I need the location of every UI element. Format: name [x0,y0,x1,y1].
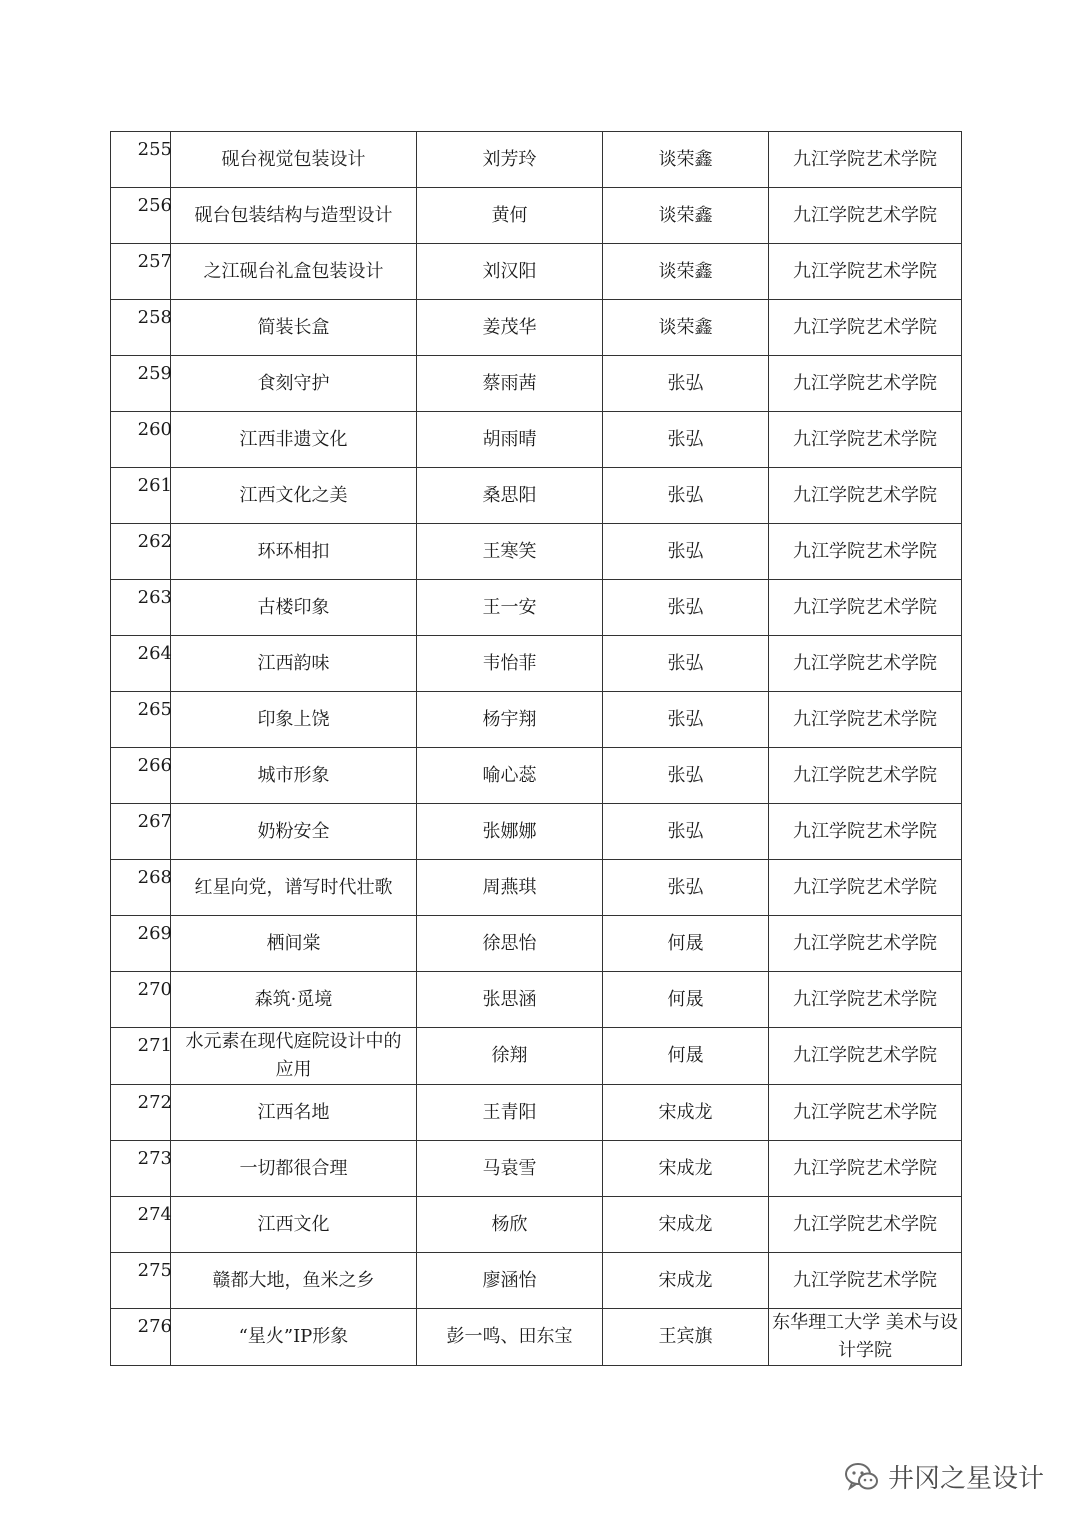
entry-author [417,1085,603,1141]
entry-advisor [603,1253,769,1309]
entry-author [417,1309,603,1366]
entry-title [171,1028,417,1085]
entry-title [171,1085,417,1141]
watermark-text: 井冈之星设计 [887,1464,1044,1494]
entry-school [769,1085,962,1141]
entry-advisor-text: 何晟 [667,932,704,954]
entry-number [111,524,171,580]
entry-advisor [603,972,769,1028]
entry-title [171,468,417,524]
entry-advisor-text: 张弘 [667,764,704,786]
entry-author [417,1141,603,1197]
entry-title [171,1141,417,1197]
entry-author-text: 马袁雪 [482,1157,537,1179]
entry-title-text: 一切都很合理 [239,1157,348,1179]
entry-title-text: 古楼印象 [257,596,330,618]
entry-title [171,300,417,356]
entry-number [111,244,171,300]
entry-number [111,188,171,244]
entry-number [111,748,171,804]
entry-advisor [603,188,769,244]
table-row [111,412,962,468]
entry-title-text: 森筑·觅境 [254,988,333,1010]
entry-advisor-text: 宋成龙 [658,1157,713,1179]
entry-advisor-text: 谈荣鑫 [658,316,713,338]
entry-author [417,748,603,804]
entry-number-text: 256 [137,195,172,216]
table-row [111,244,962,300]
entry-advisor-text: 张弘 [667,372,704,394]
entry-number-text: 271 [137,1035,172,1056]
entry-number [111,1028,171,1085]
entry-advisor [603,412,769,468]
entry-title [171,916,417,972]
entry-school-text: 九江学院艺术学院 [793,988,937,1010]
entry-school-text: 九江学院艺术学院 [793,540,937,562]
entry-school [769,692,962,748]
entry-number [111,1253,171,1309]
table-row [111,524,962,580]
table-row [111,804,962,860]
entry-title-text: 奶粉安全 [257,820,330,842]
entry-number [111,356,171,412]
entry-title-text: “星火”IP形象 [238,1326,349,1347]
entry-school [769,580,962,636]
table-row [111,132,962,188]
entry-school-text: 九江学院艺术学院 [793,204,937,226]
entry-advisor-text: 何晟 [667,1045,704,1066]
entry-title [171,804,417,860]
entry-school-text: 九江学院艺术学院 [793,428,937,450]
entry-title-text: 栖间棠 [266,932,321,954]
entry-author-text: 喻心蕊 [482,764,537,786]
entry-author [417,244,603,300]
entry-author-text: 廖涵怡 [482,1269,537,1291]
entry-author-text: 张娜娜 [482,820,537,842]
table-row [111,468,962,524]
entry-author [417,132,603,188]
entry-number-text: 274 [137,1204,172,1225]
entry-advisor-text: 张弘 [667,652,704,674]
entry-school [769,188,962,244]
entry-school [769,1309,962,1366]
entry-author-text: 刘芳玲 [482,148,537,170]
table-row [111,860,962,916]
entry-school [769,1253,962,1309]
watermark [844,1458,1044,1495]
table-row [111,300,962,356]
entry-school [769,1141,962,1197]
entry-school [769,972,962,1028]
entry-title [171,412,417,468]
entry-advisor [603,916,769,972]
table-row [111,916,962,972]
table-row [111,188,962,244]
entry-number-text: 270 [137,979,172,1000]
table-row [111,972,962,1028]
entry-number [111,692,171,748]
entry-author-text: 黄何 [491,204,528,226]
entry-author-text: 姜茂华 [482,316,537,338]
entry-author-text: 桑思阳 [482,484,537,506]
entry-advisor-text: 张弘 [667,484,704,506]
entry-number-text: 260 [137,419,172,440]
entry-school [769,748,962,804]
entry-author [417,692,603,748]
entry-school-text: 九江学院艺术学院 [793,1157,937,1179]
entry-author-text: 杨欣 [491,1213,528,1235]
table-row [111,1085,962,1141]
entry-title-text: 江西非遗文化 [239,428,348,450]
entry-author [417,412,603,468]
entry-title [171,244,417,300]
entries-table-body [111,132,962,1366]
entry-title-text: 江西韵味 [257,652,330,674]
entry-school [769,412,962,468]
entry-title-text: 红星向党，谱写时代壮歌 [194,876,393,898]
entry-number [111,972,171,1028]
entry-author [417,300,603,356]
entry-title-text: 食刻守护 [257,372,330,394]
entry-advisor [603,1085,769,1141]
entry-advisor-text: 宋成龙 [658,1101,713,1123]
entry-number-text: 276 [137,1316,172,1337]
entry-school-text: 九江学院艺术学院 [793,820,937,842]
entry-author [417,636,603,692]
entry-number-text: 275 [137,1260,172,1281]
entry-school-text: 九江学院艺术学院 [793,1213,937,1235]
entry-author-text: 韦怡菲 [482,652,537,674]
entry-school-text: 九江学院艺术学院 [793,932,937,954]
entry-number-text: 263 [137,587,172,608]
entry-advisor [603,804,769,860]
entry-number-text: 273 [137,1148,172,1169]
entry-author-text: 彭一鸣、田东宝 [446,1326,573,1347]
table-row [111,1197,962,1253]
entry-advisor [603,132,769,188]
entry-number [111,1197,171,1253]
entry-title-text: 江西文化之美 [239,484,348,506]
entry-number [111,1309,171,1366]
entry-author-text: 胡雨晴 [482,428,537,450]
entry-title-text: 环环相扣 [257,540,330,562]
entry-number-text: 269 [137,923,172,944]
entry-author [417,804,603,860]
entry-school [769,804,962,860]
entry-author-text: 王一安 [482,596,537,618]
entry-school [769,356,962,412]
entry-title-text: 砚台视觉包装设计 [221,148,366,170]
entry-author-text: 张思涵 [482,988,537,1010]
entry-advisor [603,748,769,804]
entry-number [111,1085,171,1141]
entries-table [110,131,962,1366]
entry-title [171,1309,417,1366]
entry-school-text: 九江学院艺术学院 [793,876,937,898]
entry-title-text: 江西名地 [257,1101,330,1123]
entry-title-text: 赣都大地，鱼米之乡 [212,1269,375,1291]
entry-title-text: 砚台包装结构与造型设计 [194,204,393,226]
entry-author [417,972,603,1028]
entry-number [111,468,171,524]
entry-school [769,524,962,580]
entry-advisor [603,300,769,356]
entry-number-text: 265 [137,699,172,720]
entry-advisor-text: 张弘 [667,820,704,842]
wechat-icon [844,1461,880,1493]
entry-number [111,1141,171,1197]
entry-school-text: 九江学院艺术学院 [793,1045,937,1066]
entry-title [171,356,417,412]
entry-advisor-text: 宋成龙 [658,1269,713,1291]
entry-number [111,916,171,972]
entry-advisor-text: 张弘 [667,708,704,730]
entry-title-text: 城市形象 [257,764,330,786]
entry-advisor-text: 宋成龙 [658,1213,713,1235]
entry-school [769,636,962,692]
entry-advisor-text: 王宾旗 [658,1326,713,1347]
entry-title-text: 之江砚台礼盒包装设计 [203,260,384,282]
entry-title-text: 江西文化 [257,1213,330,1235]
entry-author [417,916,603,972]
entry-number-text: 255 [137,139,172,160]
entry-number-text: 259 [137,363,172,384]
entry-title [171,188,417,244]
entry-author [417,860,603,916]
entry-school-text: 九江学院艺术学院 [793,708,937,730]
table-row [111,356,962,412]
entry-title [171,132,417,188]
entry-number-text: 268 [137,867,172,888]
entry-title [171,580,417,636]
entry-school-text: 九江学院艺术学院 [793,148,937,170]
entry-school-text: 九江学院艺术学院 [793,484,937,506]
entry-advisor-text: 谈荣鑫 [658,260,713,282]
table-row [111,636,962,692]
entry-number-text: 264 [137,643,172,664]
entry-school-text: 九江学院艺术学院 [793,1101,937,1123]
entry-advisor-text: 张弘 [667,596,704,618]
entry-number [111,636,171,692]
entry-title [171,692,417,748]
entry-advisor-text: 张弘 [667,428,704,450]
entry-title [171,524,417,580]
entry-author-text: 杨宇翔 [482,708,537,730]
entry-title [171,860,417,916]
table-row [111,1141,962,1197]
entry-advisor-text: 张弘 [667,876,704,898]
entry-number [111,132,171,188]
entry-school-text: 九江学院艺术学院 [793,260,937,282]
entry-advisor [603,1309,769,1366]
entry-number-text: 272 [137,1092,172,1113]
entry-number-text: 262 [137,531,172,552]
entry-advisor [603,524,769,580]
entry-school [769,244,962,300]
entry-title-text: 印象上饶 [257,708,330,730]
entry-advisor [603,468,769,524]
entry-advisor [603,1028,769,1085]
entry-author [417,524,603,580]
table-row [111,748,962,804]
table-row [111,1253,962,1309]
entry-number [111,580,171,636]
entry-school [769,916,962,972]
entry-advisor-text: 谈荣鑫 [658,148,713,170]
entry-author [417,1253,603,1309]
entry-author-text: 王青阳 [482,1101,537,1123]
entry-advisor [603,1141,769,1197]
entry-author [417,188,603,244]
entry-school [769,1028,962,1085]
entry-number [111,300,171,356]
entry-author [417,1028,603,1085]
entry-author [417,468,603,524]
entry-title [171,972,417,1028]
entry-school [769,860,962,916]
entry-author-text: 徐翔 [491,1045,528,1066]
entry-number [111,860,171,916]
entry-number-text: 267 [137,811,172,832]
entry-advisor-text: 张弘 [667,540,704,562]
entry-school-text: 东华理工大学 美术与设计学院 [772,1312,958,1361]
entry-number-text: 258 [137,307,172,328]
entry-title-text: 简装长盒 [257,316,330,338]
entry-number-text: 257 [137,251,172,272]
entry-author-text: 徐思怡 [482,932,537,954]
entry-school [769,300,962,356]
table-row [111,1309,962,1366]
entry-school [769,468,962,524]
entry-author [417,580,603,636]
entry-advisor [603,692,769,748]
entry-author [417,356,603,412]
entry-title [171,1197,417,1253]
entry-title [171,1253,417,1309]
entry-title [171,748,417,804]
table-row [111,580,962,636]
table-row [111,692,962,748]
entry-author-text: 蔡雨茜 [482,372,537,394]
entry-advisor [603,580,769,636]
entry-advisor [603,244,769,300]
entry-author-text: 周燕琪 [482,876,537,898]
entry-advisor [603,356,769,412]
entry-number-text: 261 [137,475,172,496]
entry-title [171,636,417,692]
entry-school-text: 九江学院艺术学院 [793,1269,937,1291]
entry-advisor [603,860,769,916]
entry-school-text: 九江学院艺术学院 [793,316,937,338]
entry-author-text: 王寒笑 [482,540,537,562]
entry-advisor-text: 谈荣鑫 [658,204,713,226]
entry-advisor [603,1197,769,1253]
entry-advisor-text: 何晟 [667,988,704,1010]
entry-school-text: 九江学院艺术学院 [793,596,937,618]
entry-number [111,804,171,860]
entry-author [417,1197,603,1253]
entry-advisor [603,636,769,692]
table-row [111,1028,962,1085]
entry-number [111,412,171,468]
entry-school [769,132,962,188]
entry-title-text: 水元素在现代庭院设计中的应用 [185,1031,402,1080]
entry-number-text: 266 [137,755,172,776]
entry-school-text: 九江学院艺术学院 [793,372,937,394]
entry-school-text: 九江学院艺术学院 [793,764,937,786]
entry-school [769,1197,962,1253]
entry-author-text: 刘汉阳 [482,260,537,282]
entry-school-text: 九江学院艺术学院 [793,652,937,674]
